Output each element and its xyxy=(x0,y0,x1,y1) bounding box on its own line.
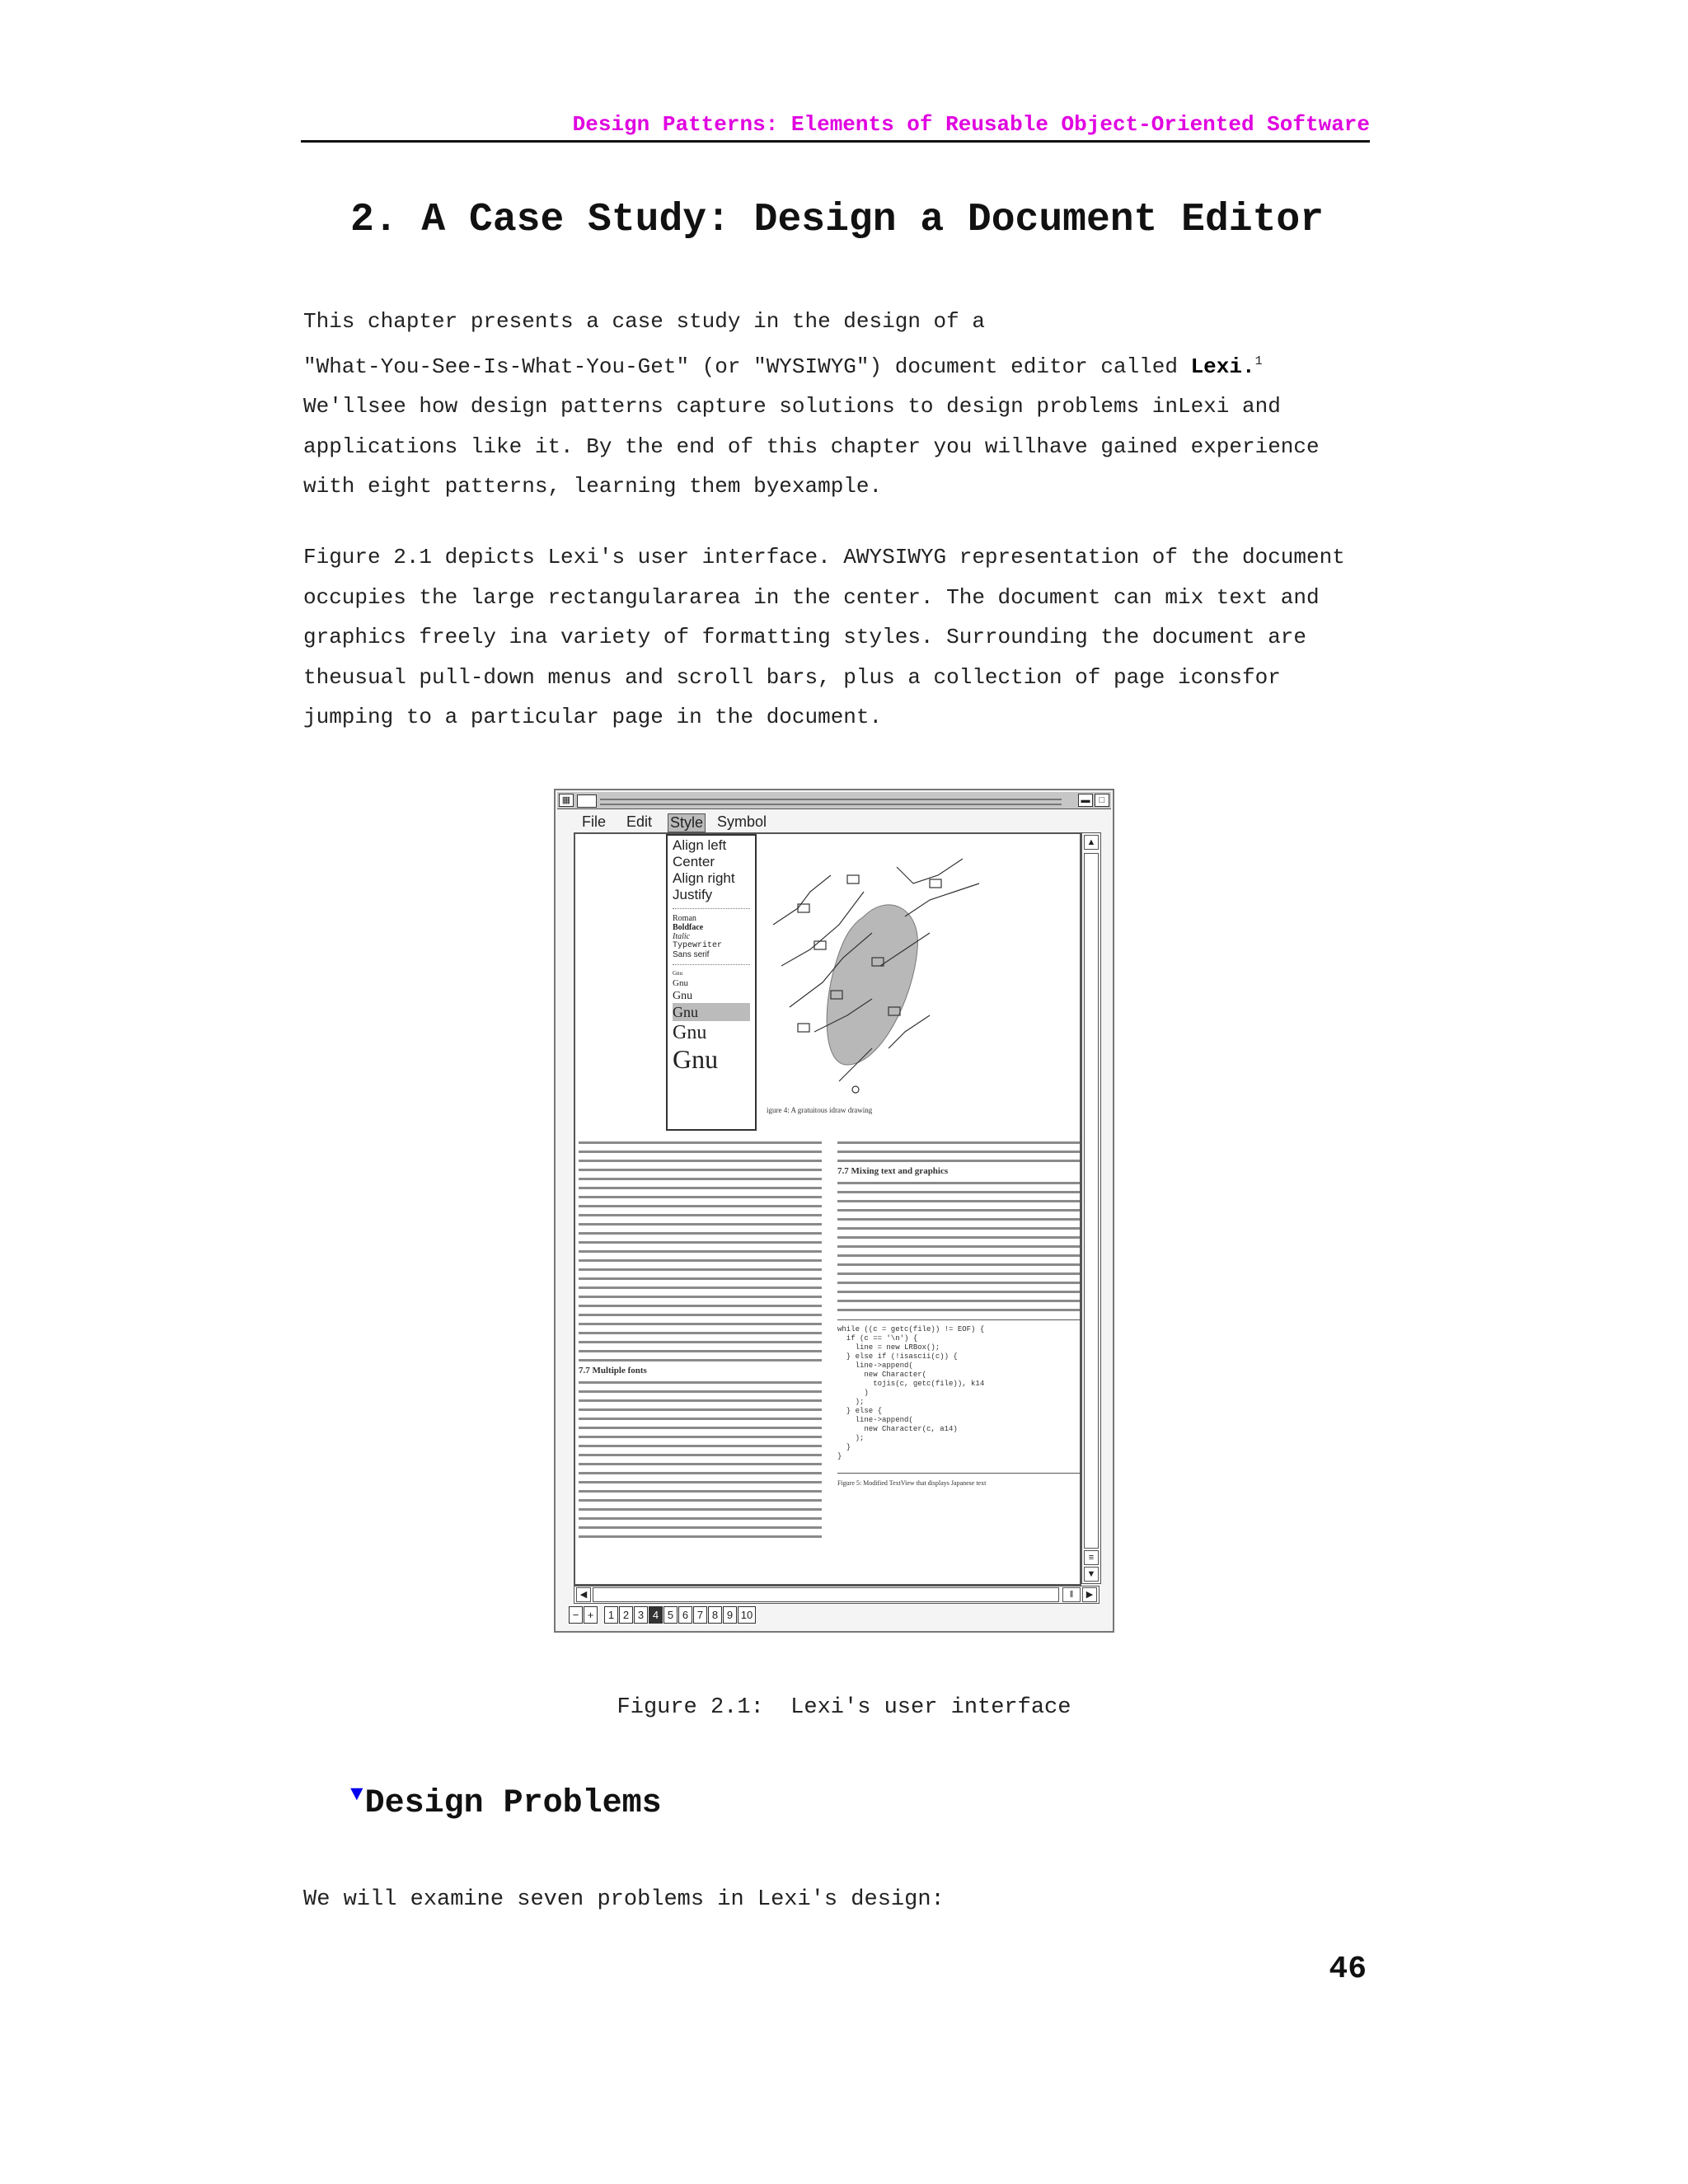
text-line: Figure 2.1 depicts Lexi's user interface. AWYSIWYG representation of the document xyxy=(303,545,1345,569)
heading-multiple-fonts: 7.7 Multiple fonts xyxy=(579,1366,647,1376)
maximize-icon: □ xyxy=(1095,794,1109,807)
triangle-down-icon[interactable]: ▼ xyxy=(350,1782,363,1807)
page-icon-7: 7 xyxy=(693,1606,707,1624)
page-icon-1: 1 xyxy=(604,1606,618,1624)
lexi-ui-figure xyxy=(554,789,1114,1633)
inner-figure-caption: igure 4: A gratuitous idraw drawing xyxy=(767,1106,873,1114)
minimize-icon: ▬ xyxy=(1078,794,1093,807)
section-heading xyxy=(350,1782,662,1822)
page-icon-9: 9 xyxy=(723,1606,737,1624)
bottom-figure-caption: Figure 5: Modified TextView that displays Japanese text xyxy=(837,1473,1081,1488)
scroll-down-icon: ▼ xyxy=(1084,1567,1099,1582)
text-line: jumping to a particular page in the document. xyxy=(303,705,883,729)
page-next-icon: + xyxy=(584,1606,598,1624)
style-dropdown-menu xyxy=(666,834,757,1131)
footnote-marker[interactable]: 1 xyxy=(1254,354,1263,368)
code-listing: while ((c = getc(file)) != EOF) { if (c == '\n') { line = new LRBox(); } else if (!isascii(c)) { line->append( new Character( tojis(c, getc(file)), k14 ) ); } else { line->append( new Character(c, a14) ); } } xyxy=(837,1319,1081,1461)
scroll-thumb xyxy=(1084,853,1099,1549)
text-line: applications like it. By the end of this chapter you willhave gained experience xyxy=(303,434,1320,459)
scroll-right-icon: ▶ xyxy=(1082,1587,1097,1602)
titlebar-stripes xyxy=(600,799,1062,805)
heading-mixing-text: 7.7 Mixing text and graphics xyxy=(837,1166,949,1176)
document-page xyxy=(574,832,1081,1586)
window-titlebar xyxy=(557,792,1111,809)
menu-item-roman[interactable]: Roman xyxy=(673,914,696,923)
page-icon-6: 6 xyxy=(678,1606,692,1624)
text-line: "What-You-See-Is-What-You-Get" (or "WYSIWYG") document editor called Lexi.$^1$ xyxy=(303,354,1263,379)
left-text-column xyxy=(579,1139,822,1544)
text-line: We'llsee how design patterns capture solutions to design problems inLexi and xyxy=(303,394,1281,419)
scroll-up-icon: ▲ xyxy=(1084,835,1099,850)
menu-bar xyxy=(557,812,1111,830)
chapter-title: 2. A Case Study: Design a Document Editor xyxy=(350,198,1324,242)
running-header xyxy=(301,107,1370,143)
window-menu-icon: ▦ xyxy=(559,794,574,807)
menu-item-align-right[interactable]: Align right xyxy=(673,870,735,886)
text-line: theusual pull-down menus and scroll bars, plus a collection of page iconsfor xyxy=(303,664,1281,690)
menu-item-sans-serif[interactable]: Sans serif xyxy=(673,950,710,959)
page-icon-5: 5 xyxy=(663,1606,678,1624)
menu-item-size-6[interactable]: Gnu xyxy=(673,1044,719,1074)
menu-item-size-3[interactable]: Gnu xyxy=(673,990,693,1002)
text-lines-block xyxy=(837,1139,1081,1162)
page-icon-3: 3 xyxy=(634,1606,648,1624)
text-line: occupies the large rectangulararea in the center. The document can mix text and xyxy=(303,584,1320,610)
scroll-page-icon: ≡ xyxy=(1084,1550,1099,1565)
text-line: graphics freely ina variety of formatting styles. Surrounding the document are xyxy=(303,625,1306,649)
menu-symbol: Symbol xyxy=(717,813,767,830)
menu-separator xyxy=(673,908,750,909)
scroll-page-h-icon: ‖ xyxy=(1062,1587,1081,1602)
menu-item-align-left[interactable]: Align left xyxy=(673,837,727,853)
text-lines-block xyxy=(579,1139,822,1361)
lexi-name: Lexi. xyxy=(1190,354,1255,379)
menu-separator xyxy=(673,964,750,965)
horizontal-scrollbar xyxy=(574,1586,1100,1604)
page-icon-8: 8 xyxy=(708,1606,722,1624)
menu-item-size-1[interactable]: Gnu xyxy=(673,970,683,977)
vertical-scrollbar xyxy=(1081,832,1101,1584)
page-icon-2: 2 xyxy=(619,1606,633,1624)
page-number: 46 xyxy=(1329,1952,1367,1987)
menu-item-boldface[interactable]: Boldface xyxy=(673,923,704,932)
book-title: Design Patterns: Elements of Reusable Object-Oriented Software xyxy=(572,112,1370,137)
menu-file: File xyxy=(582,813,607,830)
menu-item-size-4-selected[interactable]: Gnu xyxy=(673,1003,750,1021)
menu-style: Style xyxy=(668,813,706,832)
menu-edit: Edit xyxy=(626,813,653,830)
intro-paragraph xyxy=(303,302,1375,507)
page-icon-bar xyxy=(569,1606,757,1626)
page-prev-icon: − xyxy=(569,1606,583,1624)
text-line: This chapter presents a case study in the design of a xyxy=(303,309,985,334)
menu-item-italic[interactable]: Italic xyxy=(673,932,691,941)
text-lines-block xyxy=(579,1379,822,1544)
page-icon-4-current: 4 xyxy=(649,1606,663,1624)
menu-item-size-5[interactable]: Gnu xyxy=(673,1022,707,1043)
menu-item-justify[interactable]: Justify xyxy=(673,887,713,902)
window-title-box xyxy=(577,794,597,808)
right-text-column xyxy=(837,1139,1081,1488)
h-scroll-thumb xyxy=(593,1587,1059,1602)
closing-text: We will examine seven problems in Lexi's design: xyxy=(303,1887,945,1912)
menu-item-size-2[interactable]: Gnu xyxy=(673,978,688,988)
scroll-left-icon: ◀ xyxy=(576,1587,591,1602)
menu-item-typewriter[interactable]: Typewriter xyxy=(673,941,723,950)
text-lines-block xyxy=(837,1179,1081,1311)
figure-description-paragraph xyxy=(303,537,1375,738)
menu-item-center[interactable]: Center xyxy=(673,854,715,869)
text-line: with eight patterns, learning them byexample. xyxy=(303,474,883,499)
page-icon-10: 10 xyxy=(738,1606,756,1624)
figure-caption: Figure 2.1: Lexi's user interface xyxy=(617,1695,1071,1720)
section-title: Design Problems xyxy=(364,1785,662,1822)
idraw-drawing xyxy=(765,842,1045,1114)
